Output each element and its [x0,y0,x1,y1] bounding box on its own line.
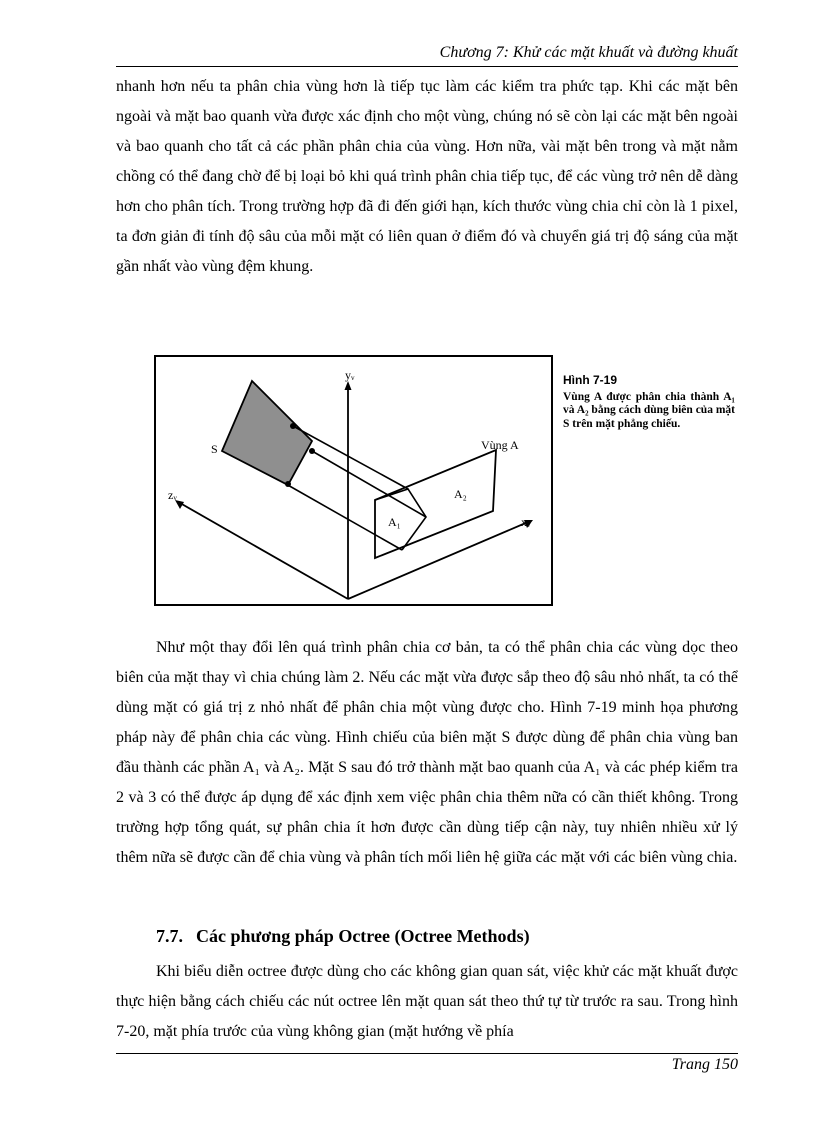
vertex-dot-low [285,481,291,487]
y-axis-arrow [345,381,352,390]
projection-line-top [293,426,408,489]
caption-text: Vùng A được phân chia thành A₁ và A₂ bằng cách dùng biên của mặt S trên mặt phẳng chiếu. [563,390,735,430]
header-divider [116,66,738,67]
page-number: Trang 150 [671,1056,738,1073]
section-heading [156,924,530,948]
caption-title: Hình 7-19 [563,373,618,387]
vertex-dot-top [290,423,296,429]
surface-s [222,381,312,485]
label-a1: A₁ [388,515,401,529]
section-number: 7.7. [156,926,183,946]
figure-7-19 [154,355,553,606]
vertex-dot-mid [309,448,315,454]
label-vung-a: Vùng A [481,438,519,452]
paragraph-3: Khi biểu diễn octree được dùng cho các không gian quan sát, việc khử các mặt khuất được thực hiện bằng cách chiếu các nút octree lên mặt quan sát theo thứ tự từ trước ra sau. Trong hình 7-20, mặt phía trước của vùng không gian (mặt hướng về phía [116,963,738,1040]
running-header: Chương 7: Khử các mặt khuất và đường khuất [439,44,738,61]
label-yv: yᵥ [345,368,355,382]
label-zv: zᵥ [168,488,177,502]
label-a2: A₂ [454,487,467,501]
region-a [375,450,496,558]
section-title: Các phương pháp Octree (Octree Methods) [196,926,530,946]
projection-line-mid [312,451,426,517]
figure-caption [563,374,735,431]
label-xv: xᵥ [521,515,531,529]
figure-diagram [156,357,551,604]
paragraph-1: nhanh hơn nếu ta phân chia vùng hơn là tiếp tục làm các kiểm tra phức tạp. Khi các mặt bên ngoài và mặt bao quanh vừa được xác định cho một vùng, chúng nó sẽ còn lại các mặt bên ngoài và bao quanh cho tất cả các phần phân chia của vùng. Hơn nữa, vài mặt bên trong và mặt nằm chồng có thể đang chờ để bị loại bỏ khi quá trình phân chia tiếp tục, để các vùng trở nên dễ dàng hơn cho phân tích. Trong trường hợp đã đi đến giới hạn, kích thước vùng chia chỉ còn là 1 pixel, ta đơn giản đi tính độ sâu của mỗi mặt có liên quan ở điểm đó và chuyển giá trị độ sáng của mặt gần nhất vào vùng đệm khung. [116,78,738,275]
footer-divider [116,1053,738,1054]
z-axis [180,503,348,599]
paragraph-2: Như một thay đổi lên quá trình phân chia cơ bản, ta có thể phân chia các vùng dọc theo biên của mặt thay vì chia chúng làm 2. Nếu các mặt vừa được sắp theo độ sâu nhỏ nhất, ta có thể dùng mặt có giá trị z nhỏ nhất để phân chia một vùng được cho. Hình 7-19 minh họa phương pháp này để phân chia các vùng. Hình chiếu của biên mặt S được dùng để phân chia vùng ban đầu thành các phần A₁ và A₂. Mặt S sau đó trở thành mặt bao quanh của A₁ và các phép kiểm tra 2 và 3 có thể được áp dụng để xác định xem việc phân chia thêm nữa có cần thiết không. Trong trường hợp tổng quát, sự phân chia ít hơn được cần dùng tiếp cận này, tuy nhiên nhiều xử lý thêm nữa sẽ được cần để chia vùng và phân tích mối liên hệ giữa các mặt với các biên vùng chia. [116,639,738,866]
label-s: S [211,442,218,456]
